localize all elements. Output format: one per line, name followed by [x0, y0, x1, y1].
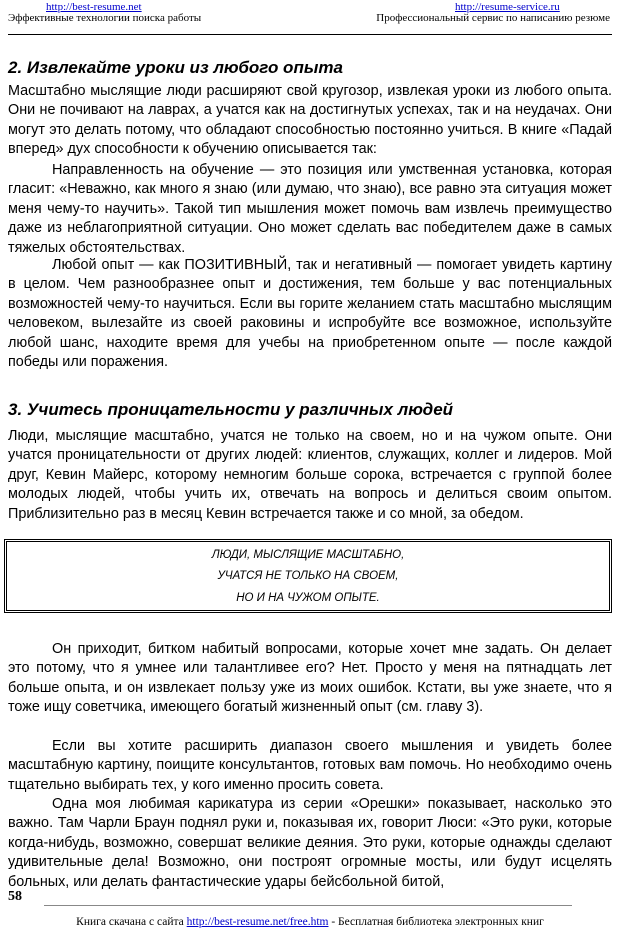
page-header [0, 0, 620, 40]
footer-divider [44, 905, 572, 906]
best-resume-link[interactable]: http://best-resume.net [46, 1, 142, 13]
footer-prefix: Книга скачана с сайта [76, 916, 184, 928]
continuation-paragraph-1: Он приходит, битком набитый вопросами, которые хочет мне задать. Он делает это потому, что я умнее или талантливее его? Нет. Просто у меня на пятнадцать лет больше опыта, и он извлекает пользу уже из моих ошибок. Кстати, вы уже знаете, что я тоже ищу советчика, имеющего богатый жизненный опыт (см. главу 3). [8, 641, 612, 716]
pull-quote-line-1: ЛЮДИ, МЫСЛЯЩИЕ МАСШТАБНО, [211, 549, 405, 561]
resume-service-link[interactable]: http://resume-service.ru [455, 1, 560, 13]
continuation-paragraph-3: Одна моя любимая карикатура из серии «Орешки» показывает, насколько это важно. Там Чарли Браун поднял руки и, показывая их, говорит Люси: «Это руки, которые когда-нибудь, возможно, совершат великие деяния. Это руки, которые однажды сделают удивительные дела! Возможно, они построят огромные мосты, или будут исцелять больных, или делать фантастические удары бейсбольной битой, [8, 796, 612, 890]
section-2-paragraph-2: Направленность на обучение — это позиция или умственная установка, которая гласит: «Неважно, как много я знаю (или думаю, что знаю), все равно эта ситуация может меня чему-то научить». Такой тип мышления может помочь вам извлечь преимущество даже из неблагоприятной ситуации. Оно может сделать вас победителем даже в самых тяжелых обстоятельствах. [8, 162, 612, 256]
header-right-subtitle: Профессиональный сервис по написанию резюме [376, 12, 610, 24]
section-3-heading: 3. Учитесь проницательности у различных людей [8, 400, 454, 419]
pull-quote-line-2: УЧАТСЯ НЕ ТОЛЬКО НА СВОЕМ, [217, 570, 399, 582]
section-2-heading: 2. Извлекайте уроки из любого опыта [8, 58, 343, 77]
free-library-link[interactable]: http://best-resume.net/free.htm [186, 916, 329, 928]
header-left-subtitle: Эффективные технологии поиска работы [8, 12, 202, 24]
section-3-paragraph-1: Люди, мыслящие масштабно, учатся не только на своем, но и на чужом опыте. Они учатся проницательности от других людей: клиентов, служащих, коллег и лидеров. Мой друг, Кевин Майерс, которому немногим больше сорока, встречается с группой более молодых людей, чтобы учить их, отвечать на вопрось и делиться своим опытом. Приблизительно раз в месяц Кевин встречается также и со мной, за обедом. [8, 428, 612, 522]
footer-suffix: - Бесплатная библиотека электронных книг [331, 916, 544, 928]
pull-quote-line-3: НО И НА ЧУЖОМ ОПЫТЕ. [236, 592, 380, 604]
continuation-paragraph-2: Если вы хотите расширить диапазон своего мышления и увидеть более масштабную картину, поищите консультантов, готовых вам помочь. Но необходимо очень тщательно выбирать тех, у кого именно просить совета. [8, 738, 612, 793]
section-2-paragraph-3: Любой опыт — как ПОЗИТИВНЫЙ, так и негативный — помогает увидеть картину в целом. Чем разнообразнее опыт и достижения, тем больше у вас потенциальных возможностей чему-то научиться. Если вы горите желанием стать масштабно мыслящим человеком, вылезайте из своей раковины и испробуйте все возможное, используйте любой шанс, находите время для учебы на приобретенном опыте — после каждой победы или поражения. [8, 257, 612, 371]
header-divider [8, 34, 612, 35]
page-number: 58 [8, 889, 22, 904]
page-footer [0, 916, 620, 928]
section-2-paragraph-1: Масштабно мыслящие люди расширяют свой кругозор, извлекая уроки из любого опыта. Они не почивают на лаврах, а учатся как на достигнутых успехах, так и на неудачах. Они могут это делать потому, что обладают способностью постоянно учиться. В книге «Падай вперед» дух способности к обучению описывается так: [8, 83, 612, 158]
pull-quote-box [4, 539, 612, 613]
